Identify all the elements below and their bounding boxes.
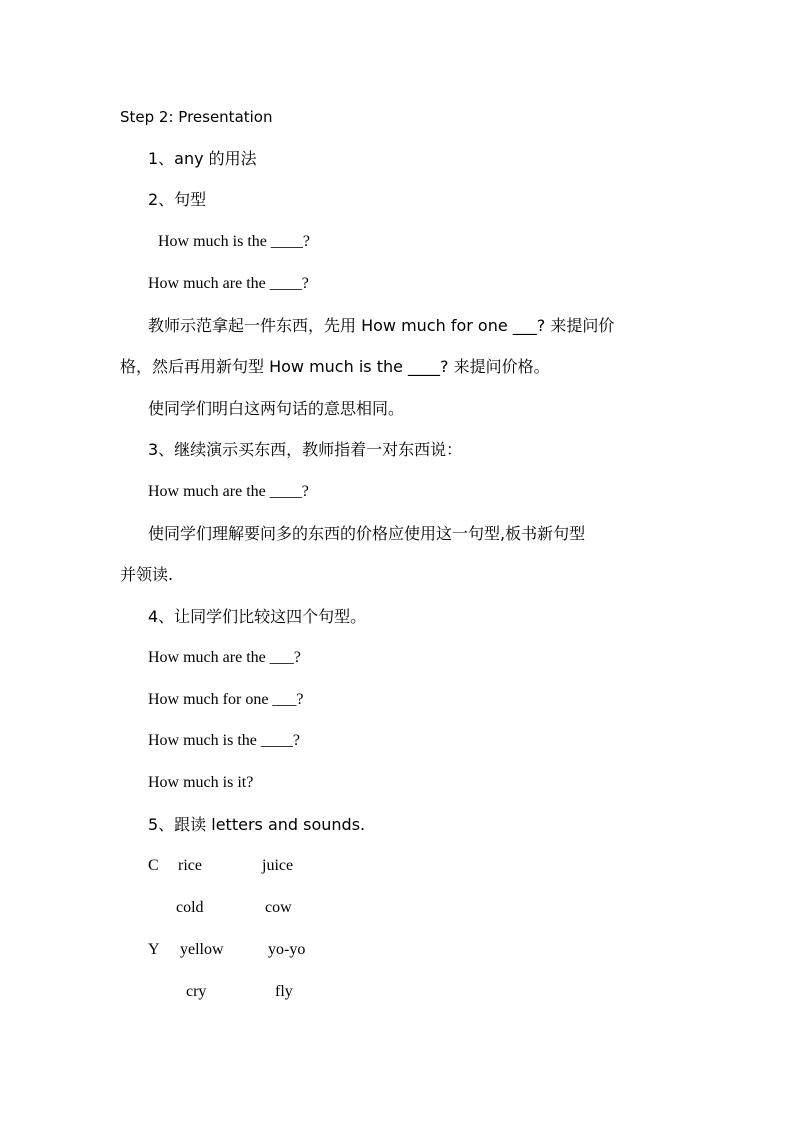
compare-pattern-3: How much is the ____? <box>148 732 300 749</box>
item-5-letters-and-sounds: 5、跟读 letters and sounds. <box>148 815 366 834</box>
step-heading: Step 2: Presentation <box>120 108 273 126</box>
word-cow: cow <box>265 899 292 916</box>
paragraph-1-line-2: 格，然后再用新句型 How much is the ____? 来提问价格。 <box>120 357 550 376</box>
item-1-any-usage: 1、any 的用法 <box>148 149 257 168</box>
word-rice: rice <box>178 857 202 874</box>
word-fly: fly <box>275 983 293 1000</box>
item-3-demonstration: 3、继续演示买东西，教师指着一对东西说： <box>148 440 463 459</box>
paragraph-2: 使同学们明白这两句话的意思相同。 <box>148 399 405 418</box>
letter-c: C <box>148 857 159 874</box>
pattern-how-much-is: How much is the ____? <box>158 233 310 250</box>
paragraph-1-line-1: 教师示范拿起一件东西，先用 How much for one ___? 来提问价 <box>148 316 615 335</box>
paragraph-3-line-1: 使同学们理解要问多的东西的价格应使用这一句型,板书新句型 <box>148 524 586 543</box>
compare-pattern-2: How much for one ___? <box>148 691 304 708</box>
compare-pattern-4: How much is it? <box>148 774 254 791</box>
word-juice: juice <box>262 857 294 874</box>
item-3-pattern: How much are the ____? <box>148 483 309 500</box>
word-yo-yo: yo-yo <box>268 941 306 958</box>
letter-y: Y <box>148 941 160 958</box>
compare-pattern-1: How much are the ___? <box>148 649 301 666</box>
word-yellow: yellow <box>180 941 224 958</box>
word-cry: cry <box>186 983 207 1000</box>
word-cold: cold <box>176 899 204 916</box>
paragraph-3-line-2: 并领读. <box>120 565 174 584</box>
pattern-how-much-are: How much are the ____? <box>148 275 309 292</box>
item-4-compare-patterns: 4、让同学们比较这四个句型。 <box>148 607 367 626</box>
item-2-sentence-patterns: 2、句型 <box>148 190 207 209</box>
